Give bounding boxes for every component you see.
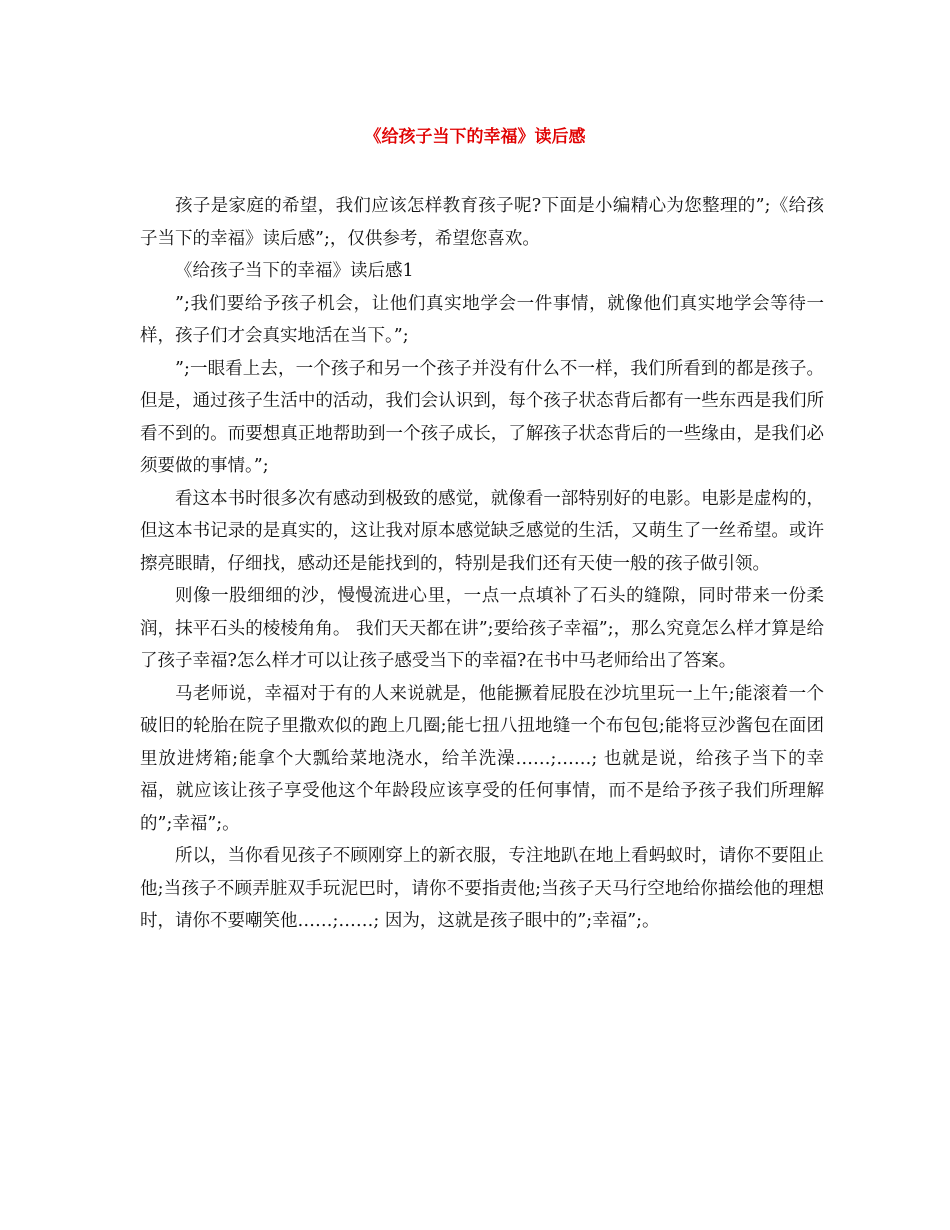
paragraph-intro: 孩子是家庭的希望，我们应该怎样教育孩子呢?下面是小编精心为您整理的”;《给孩子当下的幸福》读后感”;，仅供参考，希望您喜欢。	[140, 196, 824, 249]
paragraph-quote-2: ”;一眼看上去，一个孩子和另一个孩子并没有什么不一样，我们所看到的都是孩子。但是，通过孩子生活中的活动，我们会认识到，每个孩子状态背后都有一些东西是我们所看不到的。而要想真正地帮助到一个孩子成长，了解孩子状态背后的一些缘由，是我们必须要做的事情。”;	[140, 358, 824, 476]
document-body	[140, 190, 824, 938]
paragraph-quote-1: ”;我们要给予孩子机会，让他们真实地学会一件事情，就像他们真实地学会等待一样，孩子们才会真实地活在当下。”;	[140, 293, 824, 346]
paragraph-reflection-2: 则像一股细细的沙，慢慢流进心里，一点一点填补了石头的缝隙，同时带来一份柔润，抹平石头的棱棱角角。 我们天天都在讲”;要给孩子幸福”;，那么究竟怎么样才算是给了孩子幸福?怎么样才可以让孩子感受当下的幸福?在书中马老师给出了答案。	[140, 586, 824, 671]
paragraph-reflection-1: 看这本书时很多次有感动到极致的感觉，就像看一部特别好的电影。电影是虚构的，但这本书记录的是真实的，这让我对原本感觉缺乏感觉的生活，又萌生了一丝希望。或许擦亮眼睛，仔细找，感动还是能找到的，特别是我们还有天使一般的孩子做引领。	[140, 488, 824, 574]
paragraph-reflection-3: 马老师说，幸福对于有的人来说就是，他能撅着屁股在沙坑里玩一上午;能滚着一个破旧的轮胎在院子里撒欢似的跑上几圈;能七扭八扭地缝一个布包包;能将豆沙酱包在面团里放进烤箱;能拿个大瓢给菜地浇水，给羊洗澡……;……; 也就是说，给孩子当下的幸福，就应该让孩子享受他这个年龄段应该享受的任何事情，而不是给予孩子我们所理解的”;幸福”;。	[140, 683, 824, 834]
paragraph-conclusion: 所以，当你看见孩子不顾刚穿上的新衣服，专注地趴在地上看蚂蚁时，请你不要阻止他;当孩子不顾弄脏双手玩泥巴时，请你不要指责他;当孩子天马行空地给你描绘他的理想时，请你不要嘲笑他……;……; 因为，这就是孩子眼中的”;幸福”;。	[140, 846, 824, 931]
section-heading: 《给孩子当下的幸福》读后感1	[175, 261, 414, 281]
document-title: 《给孩子当下的幸福》读后感	[364, 127, 586, 147]
